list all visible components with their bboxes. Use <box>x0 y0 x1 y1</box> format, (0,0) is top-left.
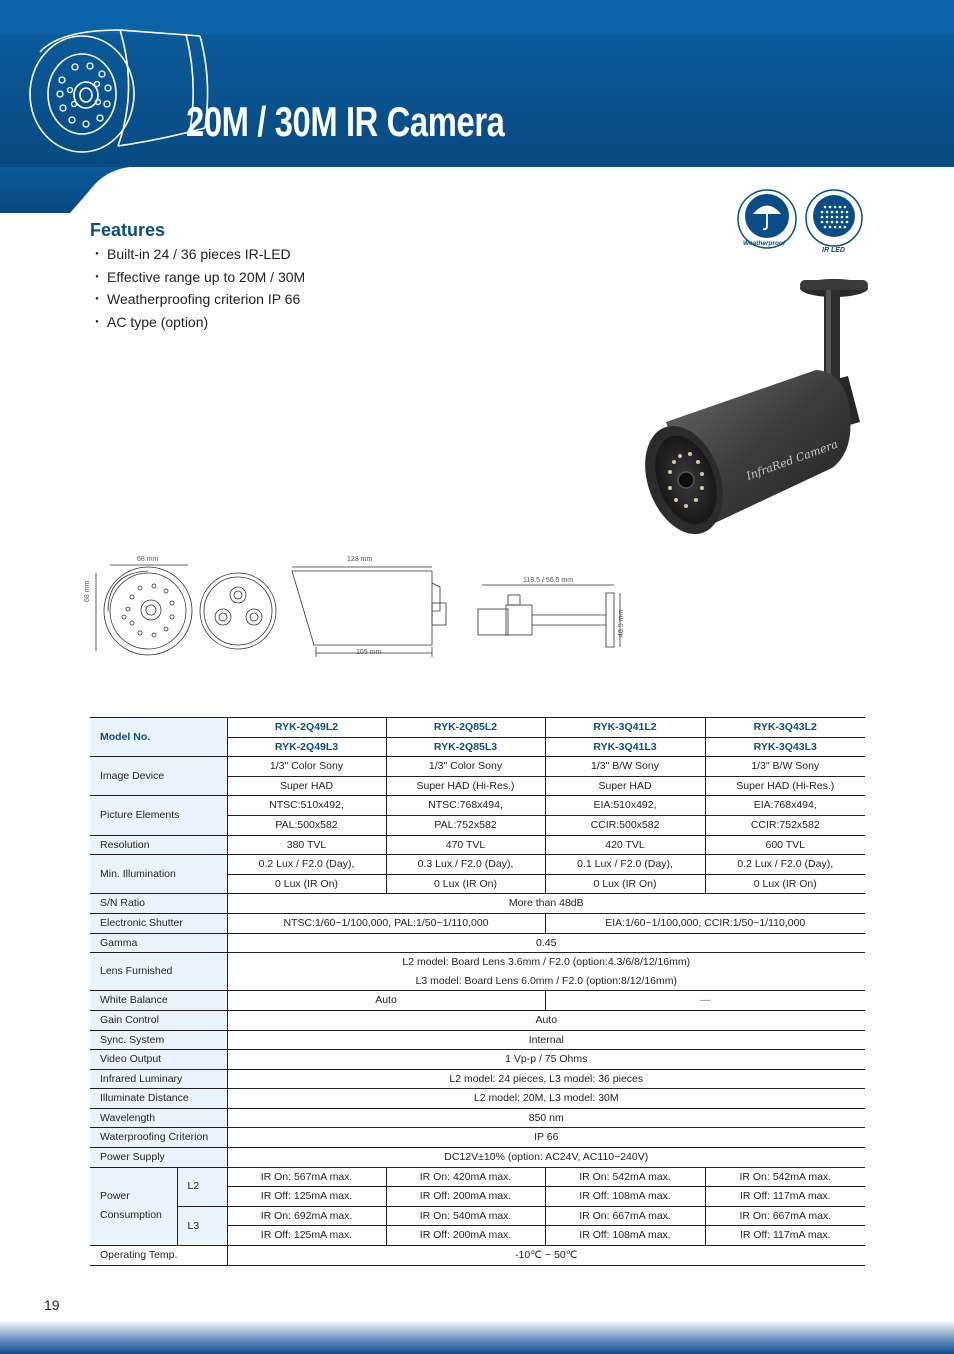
table-row <box>90 1108 865 1128</box>
table-cell: 0 Lux (IR On) <box>386 874 545 894</box>
list-item: ・ Effective range up to 20M / 30M <box>90 266 305 289</box>
table-cell: IR On: 540mA max. <box>386 1206 545 1226</box>
row-label: Sync. System <box>90 1030 227 1050</box>
table-cell: IR Off: 125mA max. <box>227 1226 386 1246</box>
model-cell: RYK-2Q85L2 <box>386 718 545 738</box>
model-cell: RYK-2Q85L3 <box>386 737 545 757</box>
table-cell: 0 Lux (IR On) <box>545 874 705 894</box>
table-row <box>90 953 865 972</box>
dim-bracket-width: 118.5 / 56.5 mm <box>523 577 574 584</box>
table-cell: IR Off: 117mA max. <box>705 1187 865 1207</box>
camera-brand-label: InfraRed Camera <box>744 437 840 483</box>
dim-front-height: 68 mm <box>84 580 91 602</box>
table-cell: 1/3" Color Sony <box>227 757 386 777</box>
table-cell: 470 TVL <box>386 835 545 855</box>
table-row <box>90 1246 865 1266</box>
row-label: Wavelength <box>90 1108 227 1128</box>
table-cell: NTSC:768x494, <box>386 796 545 816</box>
table-row <box>90 796 865 816</box>
table-row <box>90 933 865 953</box>
row-label: Video Output <box>90 1050 227 1070</box>
row-label: Gamma <box>90 933 227 953</box>
row-label: White Balance <box>90 991 227 1011</box>
table-cell: — <box>545 991 865 1011</box>
table-cell: Super HAD (Hi-Res.) <box>386 776 545 796</box>
table-cell: 420 TVL <box>545 835 705 855</box>
table-cell: 0.2 Lux / F2.0 (Day), <box>705 855 865 875</box>
row-label: Image Device <box>90 757 227 796</box>
table-row <box>90 991 865 1011</box>
table-cell: IR Off: 108mA max. <box>545 1187 705 1207</box>
bullet: ・ <box>90 313 104 330</box>
table-row <box>90 1206 865 1226</box>
table-cell: IR On: 667mA max. <box>705 1206 865 1226</box>
table-row <box>90 913 865 933</box>
weatherproof-label: Weatherproof <box>743 240 786 247</box>
page-number: 19 <box>44 1297 60 1313</box>
list-item: ・ Built-in 24 / 36 pieces IR-LED <box>90 243 305 266</box>
table-cell: CCIR:500x582 <box>545 815 705 835</box>
features-heading: Features <box>90 220 166 240</box>
dimension-drawings <box>88 553 648 661</box>
row-label: Power Supply <box>90 1148 227 1168</box>
ir-led-label: IR LED <box>822 247 845 254</box>
table-row <box>90 1069 865 1089</box>
model-cell: RYK-3Q41L3 <box>545 737 705 757</box>
model-cell: RYK-3Q43L3 <box>705 737 865 757</box>
row-label: Waterproofing Criterion <box>90 1128 227 1148</box>
table-cell: 0 Lux (IR On) <box>227 874 386 894</box>
table-cell: PAL:752x582 <box>386 815 545 835</box>
table-row <box>90 1128 865 1148</box>
table-cell: 850 nm <box>227 1108 865 1128</box>
table-cell: -10℃ ~ 50℃ <box>227 1246 865 1266</box>
table-cell: 1/3" B/W Sony <box>545 757 705 777</box>
features-list <box>90 243 305 333</box>
model-cell: RYK-2Q49L3 <box>227 737 386 757</box>
bullet: ・ <box>90 246 104 262</box>
table-cell: EIA:510x492, <box>545 796 705 816</box>
table-cell: IR Off: 117mA max. <box>705 1226 865 1246</box>
table-cell: 1/3" Color Sony <box>386 757 545 777</box>
table-cell: 1 Vp-p / 75 Ohms <box>227 1050 865 1070</box>
footer-bar <box>0 1320 954 1354</box>
table-cell: IR On: 667mA max. <box>545 1206 705 1226</box>
table-cell: IR Off: 200mA max. <box>386 1187 545 1207</box>
table-cell: DC12V±10% (option: AC24V, AC110~240V) <box>227 1148 865 1168</box>
table-cell: EIA:768x494, <box>705 796 865 816</box>
row-label: Lens Furnished <box>90 953 227 991</box>
row-label: Min. Illumination <box>90 855 227 894</box>
table-cell: 0.45 <box>227 933 865 953</box>
table-cell: IR On: 542mA max. <box>705 1167 865 1187</box>
table-row <box>90 855 865 875</box>
table-cell: Super HAD (Hi-Res.) <box>705 776 865 796</box>
page-title: 20M / 30M IR Camera <box>186 98 505 145</box>
row-label: Infrared Luminary <box>90 1069 227 1089</box>
list-item: ・ AC type (option) <box>90 311 305 334</box>
table-cell: 0.2 Lux / F2.0 (Day), <box>227 855 386 875</box>
row-label: Gain Control <box>90 1010 227 1030</box>
table-cell: L2 model: 20M, L3 model: 30M <box>227 1089 865 1109</box>
camera-photo <box>636 272 872 542</box>
table-row <box>90 1030 865 1050</box>
model-cell: RYK-3Q43L2 <box>705 718 865 738</box>
spec-table <box>90 717 865 1266</box>
list-item: ・ Weatherproofing criterion IP 66 <box>90 288 305 311</box>
row-sublabel: L3 <box>177 1206 227 1245</box>
model-cell: RYK-2Q49L2 <box>227 718 386 738</box>
table-cell: Super HAD <box>545 776 705 796</box>
table-cell: Auto <box>227 991 545 1011</box>
table-cell: Super HAD <box>227 776 386 796</box>
dim-side-body: 105 mm <box>356 649 382 656</box>
table-cell: IR Off: 108mA max. <box>545 1226 705 1246</box>
table-cell: IR On: 542mA max. <box>545 1167 705 1187</box>
row-label: S/N Ratio <box>90 894 227 914</box>
table-cell: More than 48dB <box>227 894 865 914</box>
table-cell: IR Off: 200mA max. <box>386 1226 545 1246</box>
table-cell: 0.3 Lux / F2.0 (Day), <box>386 855 545 875</box>
table-cell: Auto <box>227 1010 865 1030</box>
row-label: Electronic Shutter <box>90 913 227 933</box>
table-cell: IP 66 <box>227 1128 865 1148</box>
table-cell: 0 Lux (IR On) <box>705 874 865 894</box>
bullet: ・ <box>90 291 104 307</box>
table-row <box>90 718 865 738</box>
table-cell: NTSC:510x492, <box>227 796 386 816</box>
bullet: ・ <box>90 268 104 285</box>
table-row <box>90 835 865 855</box>
row-label: Resolution <box>90 835 227 855</box>
row-label: Power Consumption <box>90 1167 177 1245</box>
model-cell: RYK-3Q41L2 <box>545 718 705 738</box>
table-cell: IR On: 567mA max. <box>227 1167 386 1187</box>
table-cell: 380 TVL <box>227 835 386 855</box>
table-row <box>90 894 865 914</box>
row-sublabel: L2 <box>177 1167 227 1206</box>
row-label: Illuminate Distance <box>90 1089 227 1109</box>
table-cell: EIA:1/60~1/100,000, CCIR:1/50~1/110,000 <box>545 913 865 933</box>
row-label: Picture Elements <box>90 796 227 835</box>
table-cell: NTSC:1/60~1/100,000, PAL:1/50~1/110,000 <box>227 913 545 933</box>
ir-led-icon <box>805 189 863 249</box>
table-row <box>90 1010 865 1030</box>
table-cell: IR On: 420mA max. <box>386 1167 545 1187</box>
dim-front-width: 68 mm <box>137 556 159 563</box>
table-cell: Internal <box>227 1030 865 1050</box>
table-cell: 0.1 Lux / F2.0 (Day), <box>545 855 705 875</box>
table-cell: IR Off: 125mA max. <box>227 1187 386 1207</box>
table-row <box>90 1148 865 1168</box>
table-cell: IR On: 692mA max. <box>227 1206 386 1226</box>
table-cell: L3 model: Board Lens 6.0mm / F2.0 (option:8/12/16mm) <box>227 972 865 991</box>
table-cell: PAL:500x582 <box>227 815 386 835</box>
table-cell: 1/3" B/W Sony <box>705 757 865 777</box>
table-row <box>90 757 865 777</box>
dim-bracket-height: 48.5 mm <box>618 609 625 637</box>
table-cell: 600 TVL <box>705 835 865 855</box>
model-label: Model No. <box>90 718 227 757</box>
table-cell: CCIR:752x582 <box>705 815 865 835</box>
row-label: Operating Temp. <box>90 1246 227 1266</box>
table-row <box>90 1050 865 1070</box>
table-cell: L2 model: Board Lens 3.6mm / F2.0 (option:4.3/6/8/12/16mm) <box>227 953 865 972</box>
dim-side-length: 123 mm <box>347 556 373 563</box>
table-row <box>90 1089 865 1109</box>
table-cell: L2 model: 24 pieces, L3 model: 36 pieces <box>227 1069 865 1089</box>
table-row <box>90 1167 865 1187</box>
